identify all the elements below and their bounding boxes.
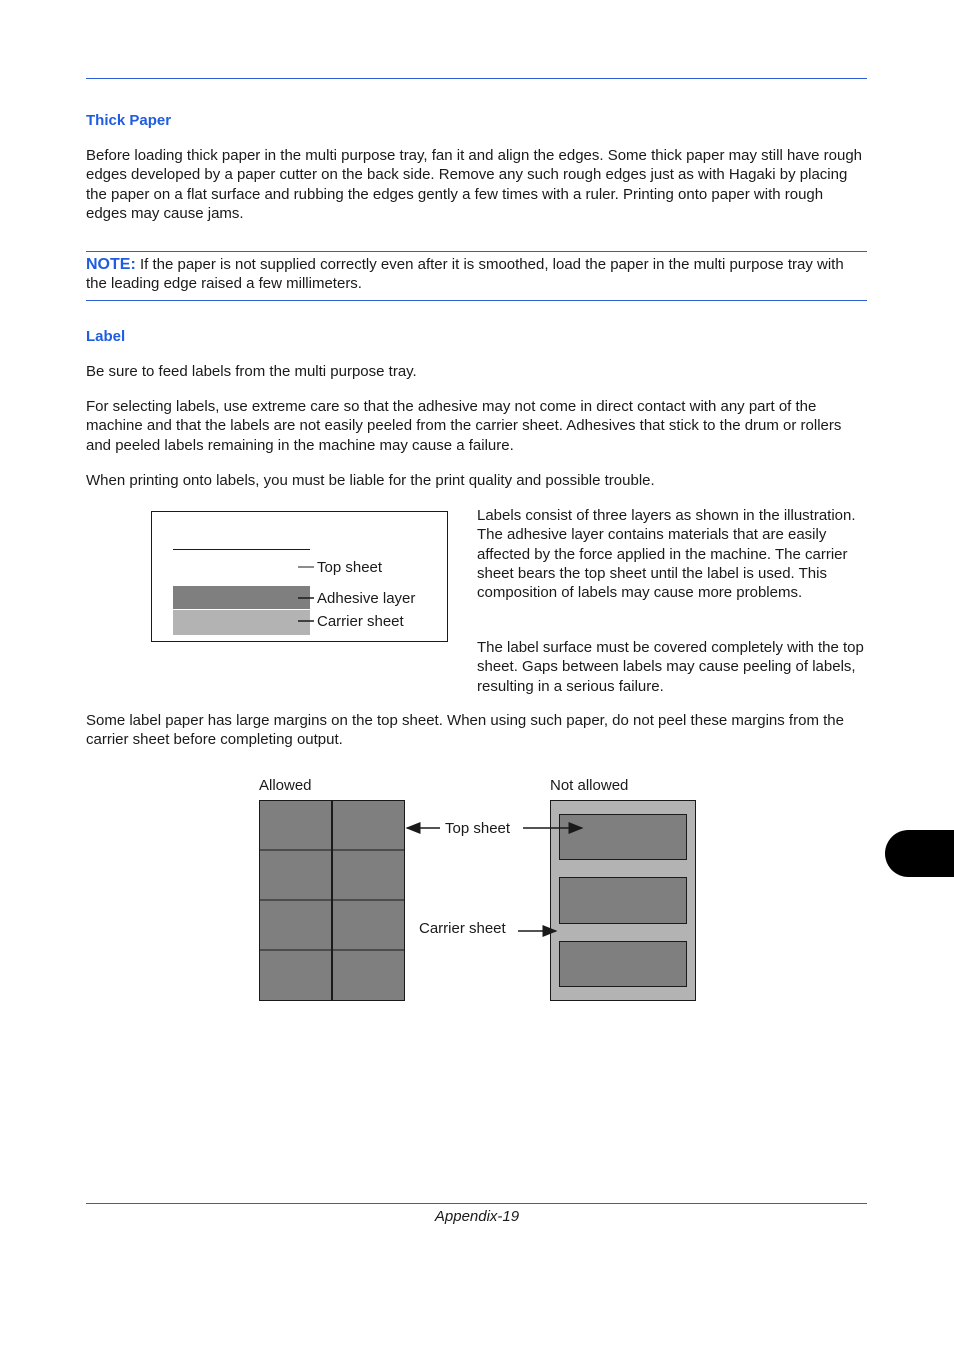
- label-paragraph-3: When printing onto labels, you must be liable for the print quality and possible trouble.: [86, 472, 655, 489]
- note-label: NOTE:: [86, 256, 136, 273]
- section-heading-label: Label: [86, 328, 126, 345]
- note-text: If the paper is not supplied correctly even after it is smoothed, load the paper in the multi purpose tray with the leading edge raised a few millimeters.: [86, 256, 844, 293]
- carrier-sheet-callout: Carrier sheet: [419, 920, 506, 937]
- layers-description-1: Labels consist of three layers as shown in the illustration. The adhesive layer contains materials that are easily affected by the force applied in the machine. The carrier sheet bears the top sheet until the label is used. This composition of labels may cause more problems.: [477, 507, 856, 602]
- allowed-caption: Allowed: [259, 777, 312, 794]
- page-number: Appendix-19: [434, 1208, 520, 1225]
- adhesive-layer-label: Adhesive layer: [317, 590, 416, 607]
- label-paragraph-4: Some label paper has large margins on the top sheet. When using such paper, do not peel these margins from the carrier sheet before completing output.: [86, 712, 844, 749]
- thick-paper-paragraph: Before loading thick paper in the multi purpose tray, fan it and align the edges. Some thick paper may still have rough edges developed by a paper cutter on the back side. Remove any such rough edges just as with Hagaki by placing the paper on a flat surface and rubbing the edges gently a few times with a ruler. Printing onto paper with rough edges may cause jams.: [86, 147, 863, 223]
- top-sheet-callout: Top sheet: [445, 820, 511, 837]
- carrier-sheet-label: Carrier sheet: [317, 613, 404, 630]
- chapter-tab: [885, 830, 954, 877]
- footer-rule: [86, 1203, 867, 1204]
- top-sheet-label: Top sheet: [317, 559, 383, 576]
- section-heading-thick-paper: Thick Paper: [86, 112, 172, 129]
- not-allowed-caption: Not allowed: [550, 777, 629, 794]
- layers-description-2: The label surface must be covered completely with the top sheet. Gaps between labels may cause peeling of labels, resulting in a serious failure.: [477, 639, 864, 695]
- label-paragraph-2: For selecting labels, use extreme care so that the adhesive may not come in direct contact with any part of the machine and that the labels are not easily peeled from the carrier sheet. Adhesives that stick to the drum or rollers and peeled labels remaining in the machine may cause a failure.: [86, 398, 842, 454]
- label-paragraph-1: Be sure to feed labels from the multi purpose tray.: [86, 363, 417, 380]
